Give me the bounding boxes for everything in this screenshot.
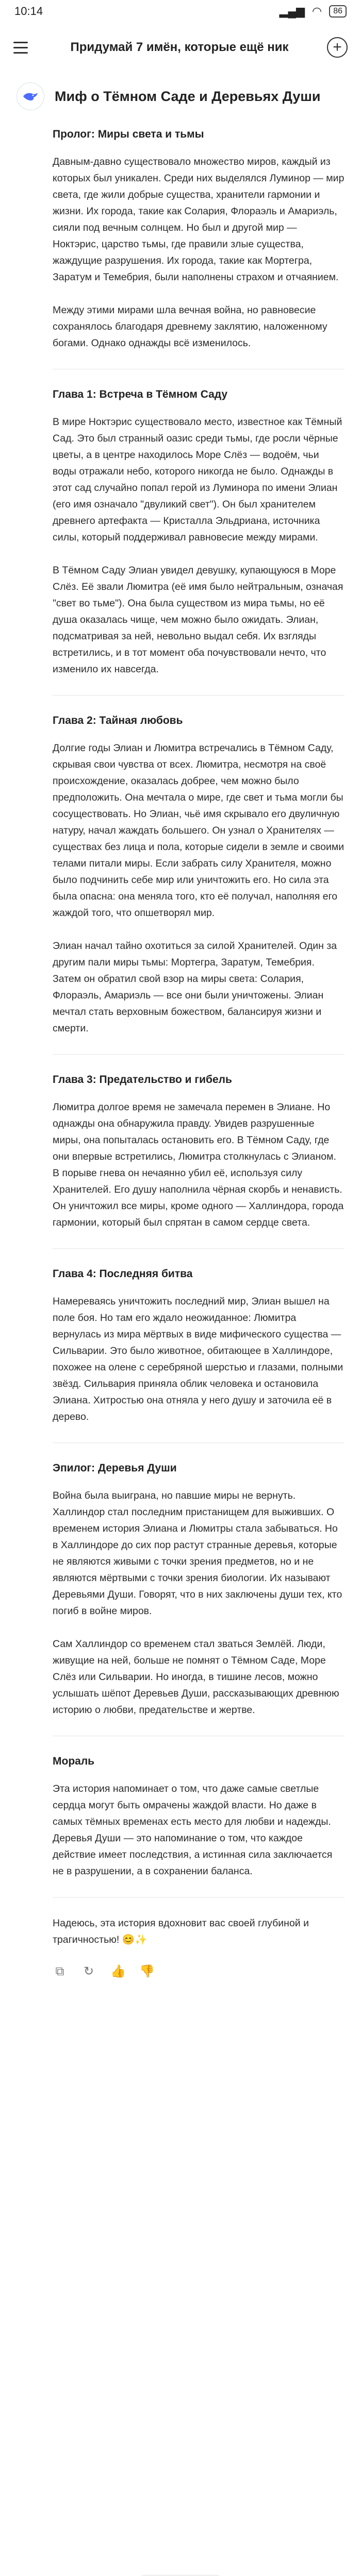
new-chat-plus-icon[interactable]: + [327,37,348,58]
section-heading: Мораль [53,1755,95,1767]
thumbs-up-icon[interactable]: 👍 [110,1964,126,1978]
status-icons [280,5,347,18]
paragraph: Намереваясь уничтожить последний мир, Элиан вышел на поле боя. Но там его ждало неожиданное: Люмитра вернулась из мира мёртвых в виде мифического существа — Сильварии. Это было животное, обитающее в Халлиндоре, похожее на олене с серебряной шерстью и глазами, полными звёзд. Сильвария приняла облик человека и остановила Элиана. Хитростью она отняла у него душу и заточила её в дерево. [53,1296,343,1422]
chat-content [17,82,344,1999]
paragraph: Люмитра долгое время не замечала перемен в Элиане. Но однажды она обнаружила правду. Увидев разрушенные миры, она попыталась остановить его. В Тёмном Саду, где они впервые встретились, Люмитра столкнулась с Элианом. В порыве гнева он нечаянно убил её, используя силу Хранителей. Его душу наполнила чёрная скорбь и ненависть. Он уничтожил все миры, кроме одного — Халлиндора, города гармонии, который был спрятан в самом сердце света. [53,1101,344,1228]
divider [53,695,344,696]
section-heading: Глава 4: Последняя битва [53,1268,193,1280]
status-bar [0,0,361,23]
paragraph: Эта история напоминает о том, что даже самые светлые сердца могут быть омрачены жаждой власти. Но даже в самых тёмных временах есть место для любви и надежды. Деревья Души — это напоминание о том, что каждое действие имеет последствия, а истинная сила заключается не в разрушении, а в сохранении баланса. [53,1783,333,1877]
menu-icon[interactable] [13,38,32,57]
copy-icon[interactable]: ⧉ [55,1964,64,1978]
paragraph: В Тёмном Саду Элиан увидел девушку, купающуюся в Море Слёз. Её звали Люмитра (её имя было нейтральным, означая "свет во тьме"). Она была существом из мира тьмы, но её душа оказалась чище, чем можно было ожидать. Элиан, подсматривая за ней, невольно выдал себя. Их взгляды встретились, и в тот момент оба почувствовали нечто, что изменило их навсегда. [53,565,343,675]
thumbs-down-icon[interactable]: 👎 [139,1964,155,1978]
message-actions [53,1964,344,1979]
closing-paragraph: Надеюсь, эта история вдохновит вас своей глубиной и трагичностью! 😊✨ [53,1918,309,1945]
section-heading: Глава 3: Предательство и гибель [53,1074,232,1086]
section-heading: Глава 1: Встреча в Тёмном Саду [53,388,228,400]
message-title: Миф о Тёмном Саде и Деревьях Души [55,88,321,104]
paragraph: Давным-давно существовало множество миров, каждый из которых был уникален. Среди них выделялся Луминор — мир света, где жили добрые существа, хранители гармонии и жизни. Их города, такие как Солария, Флораэль и Амариэль, сияли под вечным солнцем. Но был и другой мир — Ноктэрис, царство тьмы, где правили злые существа, жаждущие разрушения. Их города, такие как Мортегра, Заратум и Темебрия, были наполнены страхом и отчаянием. [53,156,344,283]
section-heading: Глава 2: Тайная любовь [53,715,183,726]
divider [53,1054,344,1055]
section-heading: Эпилог: Деревья Души [53,1462,177,1474]
paragraph: В мире Ноктэрис существовало место, известное как Тёмный Сад. Это был странный оазис среди тьмы, где росли чёрные цветы, а в центре находилось Море Слёз — водоём, чьи воды отражали небо, которого никогда не было. Однажды в этот сад случайно попал герой из Луминора по имени Элиан (его имя означало "двуликий свет"). Он был хранителем древнего артефакта — Кристалла Эльдриана, источника силы, который поддерживал равновесие между мирами. [53,416,342,543]
battery-icon: 86 [329,5,347,18]
status-time: 10:14 [14,5,43,18]
regenerate-icon[interactable]: ↻ [83,1964,94,1978]
top-nav [0,23,361,72]
signal-icon: ▂▄▆ [279,5,305,18]
paragraph: Война была выиграна, но павшие миры не вернуть. Халлиндор стал последним пристанищем для выживших. О временем история Элиана и Люмитры стала забываться. Но в Халлиндоре до сих пор растут странные деревья, которые не являются живыми с точки зрения предметов, но и не являются мёртвыми с точки зрения биологии. Их называют Деревьями Души. Говорят, что в них заключены души тех, кто погиб в войне миров. [53,1490,342,1617]
message-body [17,127,344,1979]
response-header [17,82,344,110]
nav-title: Придумай 7 имён, которые ещё ник [70,40,289,54]
paragraph: Долгие годы Элиан и Люмитра встречались в Тёмном Саду, скрывая свои чувства от всех. Люмитра, несмотря на своё происхождение, оказалась добрее, чем можно было предположить. Она мечтала о мире, где свет и тьма могли бы сосуществовать. Но Элиан, чьё имя скрывало его двуличную натуру, начал жаждать большего. Он узнал о Хранителях — существах без лица и пола, которые сидели в земле и своими телами питали миры. Если забрать силу Хранителя, можно было подчинить себе мир или уничтожить его. Но сила эта была опасна: она меняла того, кто её получал, наполняя его жаждой того, что опшетворял мир. [53,742,344,919]
paragraph: Сам Халлиндор со временем стал зваться Землёй. Люди, живущие на ней, больше не помнят о Тёмном Саде, Море Слёз или Сильварии. Но иногда, в тишине лесов, можно услышать шёпот Деревьев Души, рассказывающих древнюю историю о любви, предательстве и жертве. [53,1638,339,1716]
wifi-icon: ◠ [312,5,322,18]
section-heading: Пролог: Миры света и тьмы [53,128,204,140]
divider [53,1248,344,1249]
deepseek-logo-icon [17,82,44,110]
paragraph: Между этими мирами шла вечная война, но равновесие сохранялось благодаря древнему заклятию, наложенному богами. Однако однажды всё изменилось. [53,304,327,349]
paragraph: Элиан начал тайно охотиться за силой Хранителей. Один за другим пали миры тьмы: Мортегра, Заратум, Темебрия. Затем он обратил свой взор на миры света: Солария, Флораэль, Амариэль — все они были уничтожены. Элиан мечтал стать верховным божеством, балансируя жизни и смерти. [53,940,337,1034]
